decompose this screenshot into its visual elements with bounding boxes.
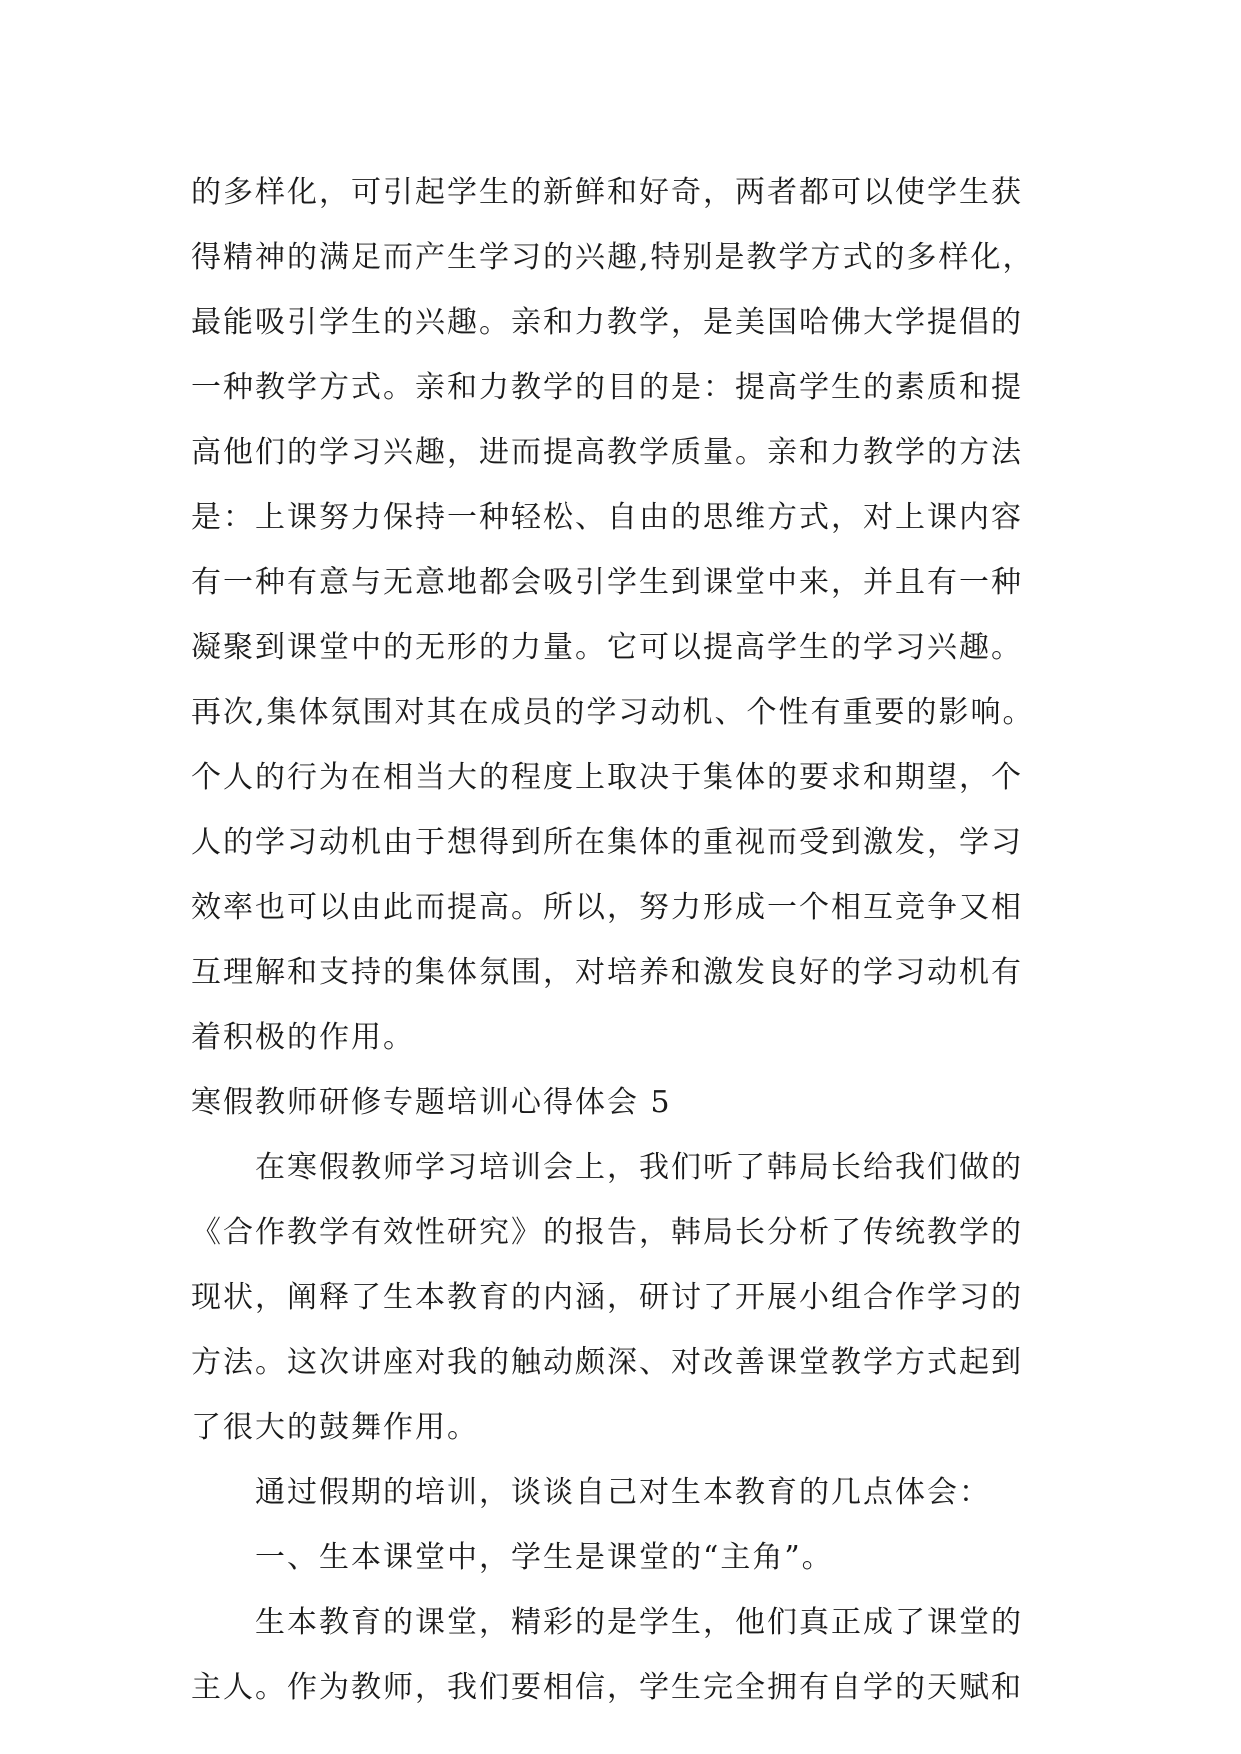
text-line: 人的学习动机由于想得到所在集体的重视而受到激发，学习 (191, 825, 1023, 860)
text-line: 生本教育的课堂，精彩的是学生，他们真正成了课堂的 (191, 1605, 1023, 1640)
text-line: 个人的行为在相当大的程度上取决于集体的要求和期望，个 (191, 760, 1023, 795)
text-line: 现状，阐释了生本教育的内涵，研讨了开展小组合作学习的 (191, 1280, 1023, 1315)
section-heading: 寒假教师研修专题培训心得体会 5 (191, 1085, 672, 1120)
text-line: 的多样化，可引起学生的新鲜和好奇，两者都可以使学生获 (191, 175, 1023, 210)
text-line: 得精神的满足而产生学习的兴趣,特别是教学方式的多样化， (191, 240, 1035, 275)
text-line: 凝聚到课堂中的无形的力量。它可以提高学生的学习兴趣。 (191, 630, 1023, 665)
text-line: 互理解和支持的集体氛围，对培养和激发良好的学习动机有 (191, 955, 1023, 990)
text-line: 一、生本课堂中，学生是课堂的“主角”。 (191, 1540, 834, 1575)
text-line: 效率也可以由此而提高。所以，努力形成一个相互竞争又相 (191, 890, 1023, 925)
document-body (191, 160, 1091, 1720)
text-line: 《合作教学有效性研究》的报告，韩局长分析了传统教学的 (191, 1215, 1023, 1250)
text-line: 是：上课努力保持一种轻松、自由的思维方式，对上课内容 (191, 500, 1023, 535)
text-line: 方法。这次讲座对我的触动颇深、对改善课堂教学方式起到 (191, 1345, 1023, 1380)
text-line: 高他们的学习兴趣，进而提高教学质量。亲和力教学的方法 (191, 435, 1023, 470)
text-line: 着积极的作用。 (191, 1020, 415, 1055)
text-line: 主人。作为教师，我们要相信，学生完全拥有自学的天赋和 (191, 1670, 1023, 1705)
text-line: 在寒假教师学习培训会上，我们听了韩局长给我们做的 (191, 1150, 1023, 1185)
text-line: 最能吸引学生的兴趣。亲和力教学，是美国哈佛大学提倡的 (191, 305, 1023, 340)
text-line: 了很大的鼓舞作用。 (191, 1410, 479, 1445)
text-line: 有一种有意与无意地都会吸引学生到课堂中来，并且有一种 (191, 565, 1023, 600)
text-line: 再次,集体氛围对其在成员的学习动机、个性有重要的影响。 (191, 695, 1035, 730)
text-line: 通过假期的培训，谈谈自己对生本教育的几点体会： (191, 1475, 991, 1510)
text-line: 一种教学方式。亲和力教学的目的是：提高学生的素质和提 (191, 370, 1023, 405)
